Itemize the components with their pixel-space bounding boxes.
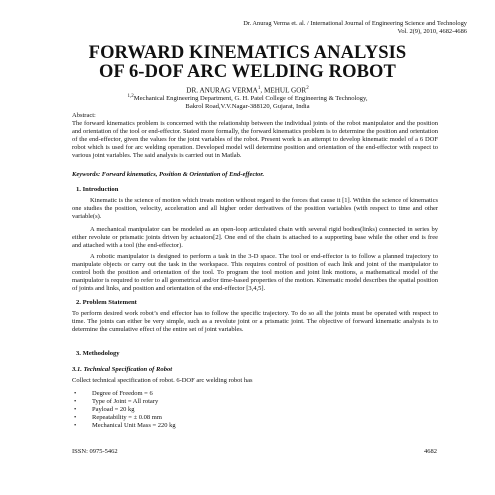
section-3-heading: 3. Methodology — [76, 350, 120, 357]
footer-page-number: 4682 — [424, 448, 437, 455]
abstract-text: The forward kinematics problem is concerned with the relationship between the individual joints of the robot manipulator and the position and orientation of the tool or end-effector. Stated more formally, the forward kinematics problem is to determine the position and orientation of the end-effector, given the values for the joint variables of the robot. Present work is an attempt to develop kinematic model of a 6 DOF robot which is used for arc welding operation. Developed model will determine position and orientation of the end-effector with respect to various joint variables. The said analysis is carried out in Matlab. — [72, 120, 438, 160]
section-1-p3-text: A robotic manipulator is designed to perform a task in the 3-D space. The tool or end-effector is to follow a planned trajectory to manipulate objects or carry out the task in the workspace. This requires control of position of each link and joint of the manipulator to control both the position and orientation of the tool. To program the tool motion and joint link motions, a mathematical model of the manipulator is required to refer to all geometrical and/or time-based properties of the motion. Kinematic model describes the spatial position of joints and links, and position and orientation of the end-effector [3,4,5]. — [72, 253, 438, 292]
spec-item-mass: • Mechanical Unit Mass = 220 kg — [72, 422, 438, 430]
subsection-3-1-heading: 3.1. Technical Specification of Robot — [72, 366, 173, 373]
section-1-heading: 1. Introduction — [76, 186, 119, 193]
section-2-heading: 2. Problem Statement — [76, 299, 137, 306]
affiliation — [0, 93, 495, 112]
section-2-paragraph: To perform desired work robot’s end effector has to follow the specific trajectory. To do so all the joints must be operated with respect to time. The joints can either be very simple, such as a revolute joint or a prismatic joint. The objective of forward kinematic analysis is to determine the cumulative effect of the entire set of joint variables. — [72, 310, 438, 333]
title-line-1: FORWARD KINEMATICS ANALYSIS — [88, 43, 407, 63]
running-header — [127, 20, 467, 36]
paper-title — [0, 44, 495, 82]
header-volume: Vol. 2(9), 2010, 4682-4686 — [397, 28, 467, 35]
author-list: DR. ANURAG VERMA$^1$, MEHUL GOR$^2$ — [186, 86, 309, 95]
author-2-sup: 2 — [306, 86, 309, 91]
spec-item-repeatability: • Repeatability = ± 0.08 mm — [72, 414, 438, 422]
spec-item-dof: • Degree of Freedom = 6 — [72, 390, 438, 398]
author-2: MEHUL GOR — [263, 86, 307, 95]
section-1-paragraph-1 — [72, 197, 438, 221]
affiliation-line-2: Bakrol Road,V.V.Nagar-388120, Gujarat, India — [185, 103, 310, 111]
footer-issn: ISSN: 0975-5462 — [72, 448, 118, 455]
section-1-paragraph-2 — [72, 226, 438, 250]
section-1-p2-text: A mechanical manipulator can be modeled as an open-loop articulated chain with several rigid bodies(links) connected in series by either revolute or prismatic joints driven by actuators[2]. One end of the chain is attached to a supporting base while the other end is free and attached with a tool (the end-effector). — [72, 226, 438, 249]
abstract — [72, 112, 438, 161]
keywords: Keywords: Forward kinematics, Position & Orientation of End-effector. — [72, 171, 265, 178]
affiliation-sup: 1,2 — [127, 94, 134, 99]
author-1-sup: 1 — [257, 86, 261, 91]
affiliation-line-1: Mechanical Engineering Department, G. H. Patel College of Engineering & Technology, — [133, 95, 368, 103]
title-line-2: OF 6-DOF ARC WELDING ROBOT — [99, 62, 396, 82]
author-1: DR. ANURAG VERMA — [186, 86, 258, 95]
header-journal: Dr. Anurag Verma et. al. / International Journal of Engineering Science and Technology — [243, 20, 467, 27]
abstract-heading: Abstract: — [72, 112, 96, 119]
spec-item-payload: • Payload = 20 kg — [72, 406, 438, 414]
section-1-paragraph-3 — [72, 253, 438, 293]
spec-item-joint-type: • Type of Joint = All rotary — [72, 398, 438, 406]
section-1-p1-text: Kinematic is the science of motion which treats motion without regard to the forces that cause it [1]. Within the science of kinematics one studies the position, velocity, acceleration and all higher order derivatives of the position variables (with respect to time and other variable(s). — [72, 197, 438, 220]
spec-list — [72, 390, 438, 430]
specs-intro: Collect technical specification of robot. 6-DOF arc welding robot has — [72, 377, 253, 384]
